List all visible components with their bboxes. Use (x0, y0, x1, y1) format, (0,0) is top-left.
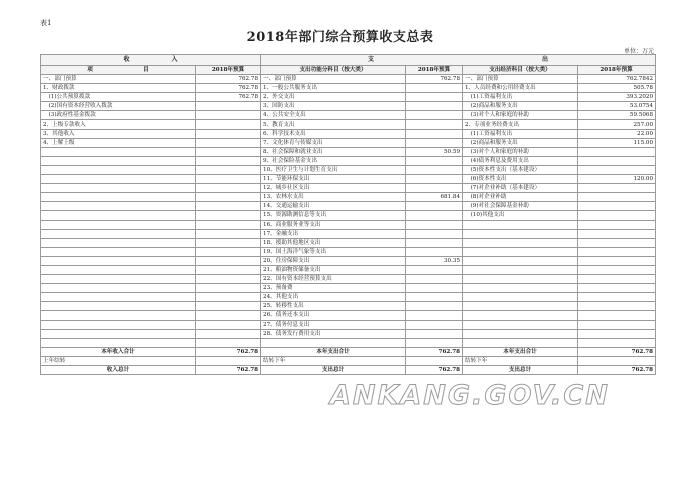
table-row (41, 329, 656, 338)
econ-item-cell: 支出总计 (463, 366, 578, 375)
table-row (41, 175, 656, 184)
income-item-cell (41, 311, 196, 320)
income-item-cell (41, 329, 196, 338)
watermark: ANKANG.GOV.CN (330, 380, 610, 411)
econ-item-cell: (1)工资福利支出 (463, 129, 578, 138)
col-header-econ: 支出经济科目（按大类） (463, 66, 578, 75)
total-row (41, 356, 656, 365)
econ-value-cell (578, 193, 656, 202)
econ-item-cell: (8)对企业补助 (463, 193, 578, 202)
func-item-cell: 23、预备费 (261, 284, 406, 293)
income-value-cell (196, 220, 261, 229)
income-item-cell (41, 165, 196, 174)
econ-value-cell: 762.7842 (578, 75, 656, 84)
func-item-cell: 结转下年 (261, 356, 406, 365)
table-row (41, 111, 656, 120)
func-item-cell: 13、农林水支出 (261, 193, 406, 202)
func-value-cell (406, 338, 463, 347)
func-item-cell (261, 338, 406, 347)
income-value-cell (196, 175, 261, 184)
table-row (41, 202, 656, 211)
func-value-cell (406, 320, 463, 329)
func-value-cell (406, 211, 463, 220)
func-item-cell: 25、转移性支出 (261, 302, 406, 311)
econ-value-cell: 393.2020 (578, 93, 656, 102)
econ-item-cell (463, 311, 578, 320)
func-item-cell: 26、债务还本支出 (261, 311, 406, 320)
func-value-cell (406, 138, 463, 147)
func-value-cell (406, 202, 463, 211)
econ-value-cell (578, 320, 656, 329)
func-item-cell: 12、城乡社区支出 (261, 184, 406, 193)
table-row (41, 265, 656, 274)
table-row (41, 247, 656, 256)
table-row (41, 229, 656, 238)
econ-value-cell: 762.78 (578, 366, 656, 375)
income-value-cell (196, 102, 261, 111)
func-value-cell: 762.78 (406, 75, 463, 84)
econ-item-cell: (6)资本性支出 (463, 175, 578, 184)
income-value-cell (196, 284, 261, 293)
func-item-cell: 16、商业服务业等支出 (261, 220, 406, 229)
econ-value-cell (578, 184, 656, 193)
func-item-cell: 1、一般公共服务支出 (261, 84, 406, 93)
func-item-cell: 18、援助其他地区支出 (261, 238, 406, 247)
income-item-cell: (2)国有资本经营收入拨款 (41, 102, 196, 111)
econ-value-cell (578, 165, 656, 174)
table-row (41, 75, 656, 84)
econ-value-cell (578, 302, 656, 311)
func-value-cell (406, 311, 463, 320)
table-row (41, 156, 656, 165)
income-value-cell (196, 293, 261, 302)
func-item-cell: 24、其他支出 (261, 293, 406, 302)
group-header-row (41, 55, 656, 66)
econ-item-cell: (9)对社会保障基金补助 (463, 202, 578, 211)
econ-value-cell (578, 329, 656, 338)
econ-value-cell (578, 338, 656, 347)
econ-item-cell (463, 265, 578, 274)
func-item-cell: 9、社会保险基金支出 (261, 156, 406, 165)
func-item-cell: 28、债务发行费用支出 (261, 329, 406, 338)
econ-item-cell: (2)商品和服务支出 (463, 102, 578, 111)
econ-value-cell (578, 238, 656, 247)
income-item-cell (41, 275, 196, 284)
func-item-cell: 15、资源勘测信息等支出 (261, 211, 406, 220)
econ-item-cell: (5)资本性支出（基本建设） (463, 165, 578, 174)
income-value-cell (196, 165, 261, 174)
table-row (41, 293, 656, 302)
table-row (41, 238, 656, 247)
income-item-cell (41, 220, 196, 229)
table-row (41, 184, 656, 193)
income-group-header: 收 入 (41, 55, 261, 66)
econ-item-cell: (10)其他支出 (463, 211, 578, 220)
income-value-cell (196, 202, 261, 211)
income-item-cell (41, 175, 196, 184)
econ-item-cell: 结转下年 (463, 356, 578, 365)
page-title: 2018年部门综合预算收支总表 (246, 30, 434, 45)
func-value-cell (406, 93, 463, 102)
func-item-cell: 5、教育支出 (261, 120, 406, 129)
econ-item-cell: (3)对个人和家庭的补助 (463, 147, 578, 156)
table-row (41, 165, 656, 174)
func-item-cell: 8、社会保障和就业支出 (261, 147, 406, 156)
income-value-cell (196, 211, 261, 220)
total-row (41, 366, 656, 375)
func-item-cell: 2、外交支出 (261, 93, 406, 102)
income-item-cell (41, 184, 196, 193)
table-row (41, 102, 656, 111)
func-value-cell (406, 220, 463, 229)
income-item-cell (41, 229, 196, 238)
income-value-cell (196, 184, 261, 193)
income-value-cell (196, 129, 261, 138)
income-value-cell (196, 120, 261, 129)
func-value-cell (406, 184, 463, 193)
table-row (41, 256, 656, 265)
table-row (41, 129, 656, 138)
income-item-cell (41, 238, 196, 247)
income-item-cell: (1)公共预算拨款 (41, 93, 196, 102)
econ-value-cell: 59.5068 (578, 111, 656, 120)
col-header-econ-budget: 2018年预算 (578, 66, 656, 75)
income-item-cell: 收入总计 (41, 366, 196, 375)
econ-item-cell: 2、专项业务经费支出 (463, 120, 578, 129)
func-item-cell: 21、粮油物资储备支出 (261, 265, 406, 274)
income-item-cell (41, 320, 196, 329)
total-row (41, 347, 656, 356)
func-item-cell: 17、金融支出 (261, 229, 406, 238)
econ-item-cell (463, 302, 578, 311)
income-item-cell (41, 156, 196, 165)
func-item-cell: 支出总计 (261, 366, 406, 375)
econ-value-cell (578, 211, 656, 220)
func-value-cell (406, 265, 463, 274)
income-item-cell (41, 147, 196, 156)
econ-item-cell: (2)商品和服务支出 (463, 138, 578, 147)
func-item-cell: 14、交通运输支出 (261, 202, 406, 211)
func-item-cell: 7、文化体育与传媒支出 (261, 138, 406, 147)
income-item-cell: 1、财政拨款 (41, 84, 196, 93)
econ-value-cell: 762.78 (578, 347, 656, 356)
econ-item-cell: (3)对个人和家庭的补助 (463, 111, 578, 120)
income-value-cell (196, 356, 261, 365)
econ-item-cell (463, 338, 578, 347)
budget-table (40, 54, 656, 375)
unit-label: 单位：万元 (623, 48, 654, 55)
econ-value-cell (578, 275, 656, 284)
income-value-cell (196, 275, 261, 284)
econ-item-cell (463, 284, 578, 293)
expense-group-header: 支 出 (261, 55, 656, 66)
econ-value-cell (578, 156, 656, 165)
col-header-func: 支出功能分科目（按大类） (261, 66, 406, 75)
income-value-cell (196, 247, 261, 256)
income-item-cell (41, 284, 196, 293)
econ-item-cell: 1、人员经费和公用经费支出 (463, 84, 578, 93)
econ-value-cell (578, 356, 656, 365)
income-value-cell (196, 256, 261, 265)
income-item-cell (41, 302, 196, 311)
col-header-func-budget: 2018年预算 (406, 66, 463, 75)
table-row (41, 193, 656, 202)
func-value-cell: 50.59 (406, 147, 463, 156)
econ-value-cell (578, 293, 656, 302)
econ-value-cell: 120.00 (578, 175, 656, 184)
income-value-cell (196, 138, 261, 147)
income-item-cell (41, 211, 196, 220)
table-row (41, 138, 656, 147)
econ-item-cell: (1)工资福利支出 (463, 93, 578, 102)
col-header-income-budget: 2018年预算 (196, 66, 261, 75)
func-value-cell (406, 165, 463, 174)
table-row (41, 93, 656, 102)
table-row (41, 284, 656, 293)
econ-item-cell (463, 320, 578, 329)
econ-value-cell (578, 311, 656, 320)
income-value-cell (196, 320, 261, 329)
func-value-cell (406, 238, 463, 247)
func-value-cell (406, 129, 463, 138)
income-item-cell (41, 293, 196, 302)
econ-value-cell: 53.0754 (578, 102, 656, 111)
econ-value-cell: 257.00 (578, 120, 656, 129)
econ-item-cell (463, 329, 578, 338)
func-value-cell (406, 156, 463, 165)
econ-item-cell (463, 238, 578, 247)
func-value-cell (406, 229, 463, 238)
table-row (41, 311, 656, 320)
econ-item-cell (463, 256, 578, 265)
econ-value-cell: 22.00 (578, 129, 656, 138)
table-row (41, 211, 656, 220)
income-item-cell (41, 265, 196, 274)
table-row (41, 220, 656, 229)
income-item-cell (41, 338, 196, 347)
table-row (41, 302, 656, 311)
income-value-cell: 762.78 (196, 75, 261, 84)
func-value-cell: 30.35 (406, 256, 463, 265)
econ-value-cell (578, 220, 656, 229)
func-value-cell (406, 293, 463, 302)
func-item-cell: 27、债务付息支出 (261, 320, 406, 329)
income-value-cell (196, 156, 261, 165)
func-item-cell: 本年支出合计 (261, 347, 406, 356)
econ-item-cell: (4)债务利息及费用支出 (463, 156, 578, 165)
income-value-cell (196, 302, 261, 311)
func-value-cell (406, 84, 463, 93)
income-value-cell (196, 311, 261, 320)
table-row (41, 338, 656, 347)
income-value-cell (196, 193, 261, 202)
econ-value-cell (578, 247, 656, 256)
econ-value-cell: 505.78 (578, 84, 656, 93)
func-value-cell: 762.78 (406, 366, 463, 375)
func-value-cell (406, 120, 463, 129)
econ-value-cell (578, 256, 656, 265)
econ-item-cell: 一、部门预算 (463, 75, 578, 84)
func-value-cell (406, 102, 463, 111)
func-item-cell: 一、部门预算 (261, 75, 406, 84)
func-item-cell: 19、国土海洋气象等支出 (261, 247, 406, 256)
econ-item-cell: (7)对企业补助（基本建设） (463, 184, 578, 193)
func-value-cell: 762.78 (406, 347, 463, 356)
income-item-cell: (3)政府性基金拨款 (41, 111, 196, 120)
func-value-cell (406, 275, 463, 284)
income-item-cell (41, 256, 196, 265)
income-value-cell (196, 147, 261, 156)
econ-item-cell (463, 229, 578, 238)
econ-value-cell (578, 229, 656, 238)
func-value-cell (406, 329, 463, 338)
econ-item-cell: 本年支出合计 (463, 347, 578, 356)
income-item-cell: 2、上级专款收入 (41, 120, 196, 129)
income-item-cell: 上年结转 (41, 356, 196, 365)
income-value-cell (196, 265, 261, 274)
func-item-cell: 3、国防支出 (261, 102, 406, 111)
econ-item-cell (463, 220, 578, 229)
income-item-cell: 一、部门预算 (41, 75, 196, 84)
income-item-cell: 4、上解上级 (41, 138, 196, 147)
func-value-cell (406, 356, 463, 365)
income-value-cell: 762.78 (196, 93, 261, 102)
income-value-cell: 762.78 (196, 347, 261, 356)
func-item-cell: 6、科学技术支出 (261, 129, 406, 138)
func-value-cell (406, 284, 463, 293)
func-value-cell (406, 247, 463, 256)
func-value-cell (406, 175, 463, 184)
income-item-cell: 本年收入合计 (41, 347, 196, 356)
col-header-item: 项 目 (41, 66, 196, 75)
econ-item-cell (463, 247, 578, 256)
func-value-cell (406, 302, 463, 311)
table-row (41, 320, 656, 329)
econ-value-cell (578, 265, 656, 274)
income-item-cell (41, 247, 196, 256)
econ-item-cell (463, 275, 578, 284)
sheet-label: 表1 (40, 19, 52, 27)
table-row (41, 120, 656, 129)
table-row (41, 275, 656, 284)
income-item-cell: 3、其他收入 (41, 129, 196, 138)
func-value-cell (406, 111, 463, 120)
income-value-cell (196, 238, 261, 247)
func-item-cell: 4、公共安全支出 (261, 111, 406, 120)
func-item-cell: 22、国有资本经营预算支出 (261, 275, 406, 284)
econ-value-cell (578, 202, 656, 211)
column-header-row (41, 66, 656, 75)
income-value-cell (196, 329, 261, 338)
income-item-cell (41, 202, 196, 211)
econ-value-cell (578, 147, 656, 156)
income-value-cell (196, 338, 261, 347)
func-item-cell: 20、住房保障支出 (261, 256, 406, 265)
econ-value-cell: 115.00 (578, 138, 656, 147)
func-item-cell: 11、节能环保支出 (261, 175, 406, 184)
table-row (41, 84, 656, 93)
func-value-cell: 681.84 (406, 193, 463, 202)
table-row (41, 147, 656, 156)
econ-item-cell (463, 293, 578, 302)
income-value-cell (196, 111, 261, 120)
income-item-cell (41, 193, 196, 202)
income-value-cell: 762.78 (196, 366, 261, 375)
econ-value-cell (578, 284, 656, 293)
func-item-cell: 10、医疗卫生与计划生育支出 (261, 165, 406, 174)
income-value-cell: 762.78 (196, 84, 261, 93)
income-value-cell (196, 229, 261, 238)
